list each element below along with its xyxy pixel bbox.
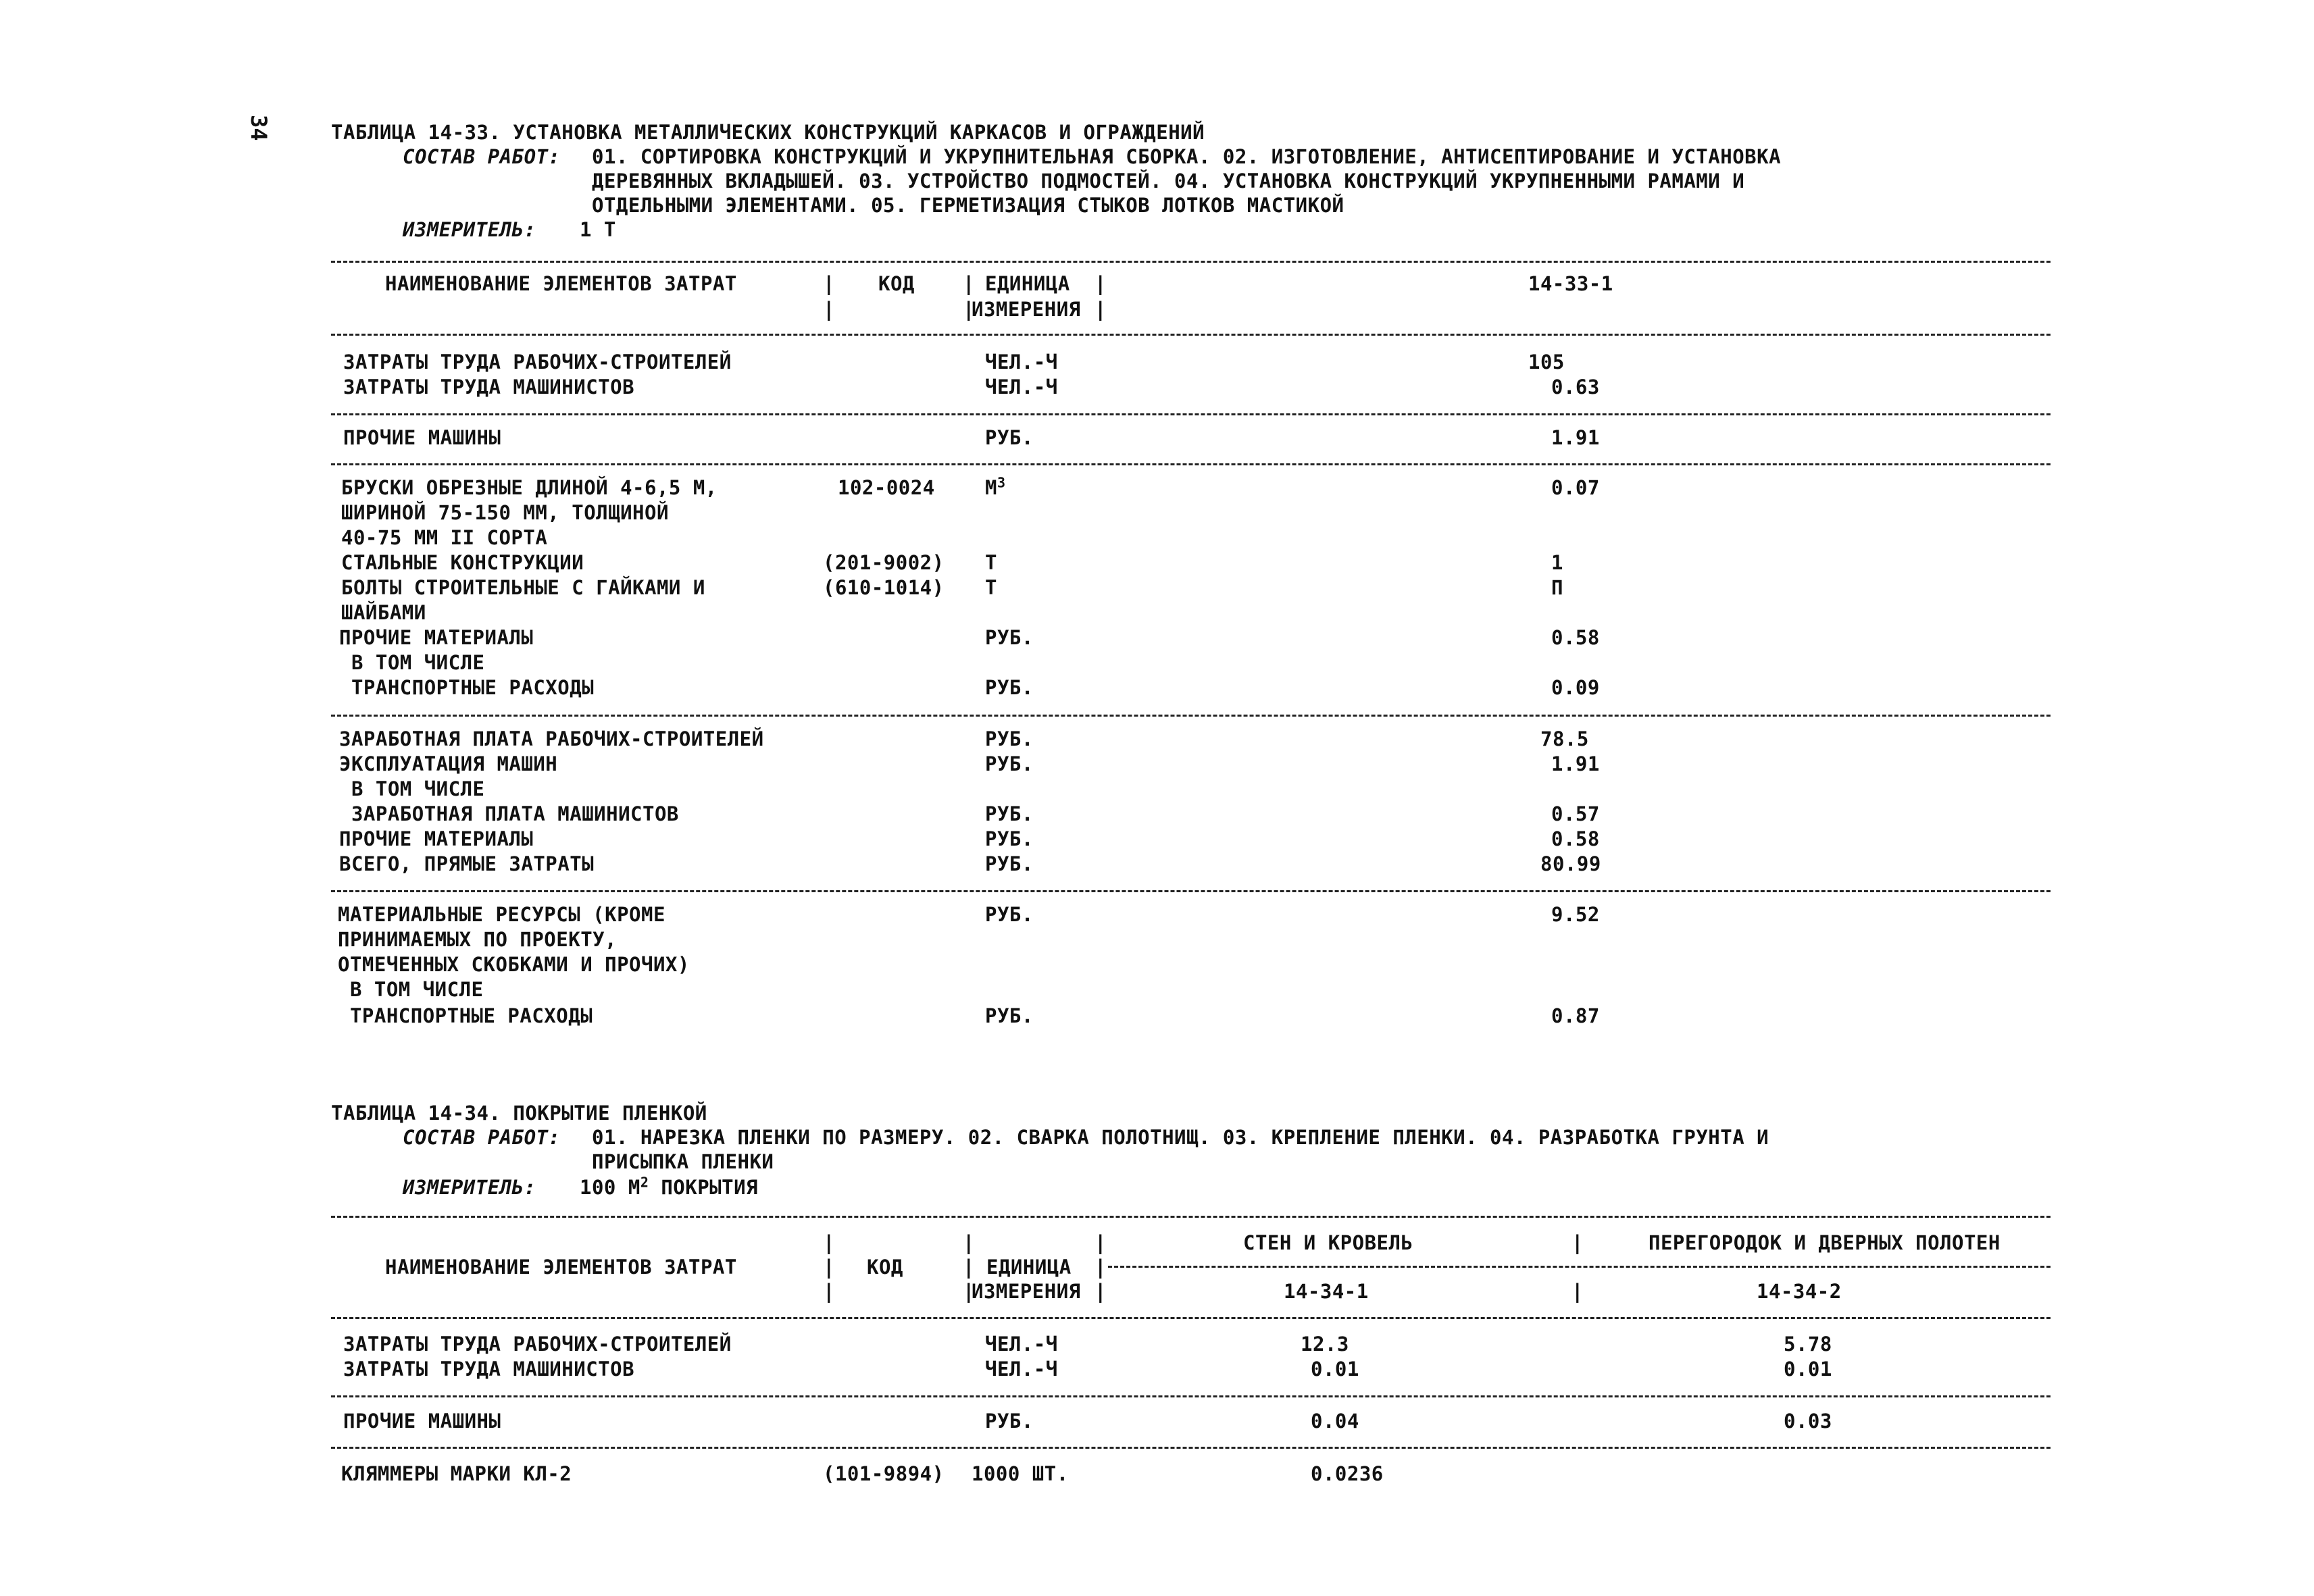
table-1-measure-value: 1 Т — [580, 218, 616, 241]
table-2-header-group-1: СТЕН И КРОВЕЛЬ — [1243, 1231, 1413, 1254]
table-row-name: ЗАРАБОТНАЯ ПЛАТА РАБОЧИХ-СТРОИТЕЛЕЙ — [339, 727, 764, 750]
table-1-composition-line-2: ДЕРЕВЯННЫХ ВКЛАДЫШЕЙ. 03. УСТРОЙСТВО ПОДМОСТЕЙ. 04. УСТАНОВКА КОНСТРУКЦИЙ УКРУПНЕННЫМИ РАМАМИ И — [592, 170, 1745, 192]
table-row-name: ЗАТРАТЫ ТРУДА РАБОЧИХ-СТРОИТЕЛЕЙ — [343, 1333, 732, 1356]
table-row-unit: Т — [985, 576, 997, 599]
table-row-value-1: 0.0236 — [1311, 1462, 1384, 1485]
table-2-header-sep: | — [963, 1231, 975, 1254]
table-row-unit: ЧЕЛ.-Ч — [985, 1358, 1058, 1381]
table-row-name: ЗАТРАТЫ ТРУДА МАШИНИСТОВ — [343, 1358, 635, 1381]
table-2-rule-subheader — [1108, 1266, 2051, 1268]
table-row-value-1: 12.3 — [1301, 1333, 1349, 1356]
table-2-header-sep: | — [1571, 1231, 1584, 1254]
table-row-value-1: 0.01 — [1311, 1358, 1359, 1381]
table-row-unit: РУБ. — [985, 827, 1034, 850]
table-row-value: 80.99 — [1540, 852, 1601, 875]
table-2-header-sep: | — [1095, 1256, 1107, 1279]
table-2-header-sep: | — [1571, 1280, 1584, 1303]
table-row-value: 78.5 — [1540, 727, 1589, 750]
table-1-rule-top — [331, 261, 2051, 263]
table-row-unit: ЧЕЛ.-Ч — [985, 376, 1058, 398]
table-2-header-sep: | — [823, 1256, 835, 1279]
table-2-header-column-1: 14-34-1 — [1284, 1280, 1369, 1303]
table-2-header-sep: | — [963, 1256, 975, 1279]
measure-exponent: 2 — [640, 1174, 649, 1191]
table-1-header-sep: | — [1095, 298, 1107, 321]
table-2-header-unit-2: ИЗМЕРЕНИЯ — [972, 1280, 1081, 1303]
table-row-code: (610-1014) — [823, 576, 945, 599]
table-row-unit: РУБ. — [985, 802, 1034, 825]
table-1-rule — [331, 890, 2051, 892]
table-row-unit: РУБ. — [985, 752, 1034, 775]
table-row-name: СТАЛЬНЫЕ КОНСТРУКЦИИ — [341, 551, 584, 574]
table-row-unit: РУБ. — [985, 426, 1034, 449]
table-row-name: В ТОМ ЧИСЛЕ — [339, 651, 485, 674]
table-2-header-sep: | — [963, 1280, 975, 1303]
table-row-value: 0.58 — [1551, 827, 1600, 850]
table-1-header-sep: | — [1095, 272, 1107, 295]
table-row-name: ЗАРАБОТНАЯ ПЛАТА МАШИНИСТОВ — [339, 802, 679, 825]
table-row-name: В ТОМ ЧИСЛЕ — [338, 978, 484, 1001]
table-2-header-sep: | — [1095, 1280, 1107, 1303]
table-row-name: ПРОЧИЕ МАТЕРИАЛЫ — [339, 626, 534, 649]
table-1-composition-line-1: 01. СОРТИРОВКА КОНСТРУКЦИЙ И УКРУПНИТЕЛЬНАЯ СБОРКА. 02. ИЗГОТОВЛЕНИЕ, АНТИСЕПТИРОВАНИЕ И УСТАНОВКА — [592, 145, 1782, 168]
table-row-value: 9.52 — [1551, 903, 1600, 926]
table-1-header-sep: | — [823, 298, 835, 321]
table-row-unit: РУБ. — [985, 676, 1034, 699]
table-row-name: ПРОЧИЕ МАШИНЫ — [343, 1410, 501, 1433]
table-2-measure-value: 100 $М^2$ ПОКРЫТИЯ — [580, 1174, 758, 1199]
table-row-value: 0.57 — [1551, 802, 1600, 825]
table-row-value: 0.07 — [1551, 476, 1600, 499]
table-1-header-unit-1: ЕДИНИЦА — [985, 272, 1070, 295]
table-1-rule-header — [331, 334, 2051, 336]
table-2-composition-line-1: 01. НАРЕЗКА ПЛЕНКИ ПО РАЗМЕРУ. 02. СВАРКА ПОЛОТНИЩ. 03. КРЕПЛЕНИЕ ПЛЕНКИ. 04. РАЗРАБОТКА ГРУНТА И — [592, 1126, 1769, 1149]
page-number: 34 — [246, 115, 272, 141]
table-row-name: ПРИНИМАЕМЫХ ПО ПРОЕКТУ, — [338, 928, 618, 951]
table-row-unit: 1000 ШТ. — [972, 1462, 1069, 1485]
table-row-name: ВСЕГО, ПРЯМЫЕ ЗАТРАТЫ — [339, 852, 595, 875]
table-2-composition-line-2: ПРИСЫПКА ПЛЕНКИ — [592, 1150, 774, 1173]
table-row-name: ЗАТРАТЫ ТРУДА МАШИНИСТОВ — [343, 376, 635, 398]
table-row-code: (201-9002) — [823, 551, 945, 574]
table-row-unit: Т — [985, 551, 997, 574]
table-1-header-code: КОД — [878, 272, 915, 295]
table-2-rule-top — [331, 1216, 2051, 1218]
table-row-name: ОТМЕЧЕННЫХ СКОБКАМИ И ПРОЧИХ) — [338, 953, 690, 976]
table-row-name: ПРОЧИЕ МАТЕРИАЛЫ — [339, 827, 534, 850]
table-row-name: ЗАТРАТЫ ТРУДА РАБОЧИХ-СТРОИТЕЛЕЙ — [343, 351, 732, 374]
table-row-unit: РУБ. — [985, 1004, 1034, 1027]
table-1-title: ТАБЛИЦА 14-33. УСТАНОВКА МЕТАЛЛИЧЕСКИХ КОНСТРУКЦИЙ КАРКАСОВ И ОГРАЖДЕНИЙ — [331, 121, 1205, 144]
table-row-value-2: 0.01 — [1784, 1358, 1832, 1381]
table-row-value: 105 — [1528, 351, 1565, 374]
table-2-composition-label: СОСТАВ РАБОТ: — [403, 1126, 561, 1149]
table-1-header-sep: | — [823, 272, 835, 295]
table-row-name: ТРАНСПОРТНЫЕ РАСХОДЫ — [339, 676, 595, 699]
table-1-composition-label: СОСТАВ РАБОТ: — [403, 145, 561, 168]
table-row-value: 0.09 — [1551, 676, 1600, 699]
table-row-value: 0.63 — [1551, 376, 1600, 398]
table-row-value: П — [1551, 576, 1563, 599]
table-1-rule — [331, 413, 2051, 415]
table-1-header-sep: | — [963, 298, 975, 321]
table-row-value: 1.91 — [1551, 752, 1600, 775]
table-row-value-2: 0.03 — [1784, 1410, 1832, 1433]
table-row-name: ТРАНСПОРТНЫЕ РАСХОДЫ — [338, 1004, 593, 1027]
table-2-header-sep: | — [823, 1231, 835, 1254]
table-row-code: 102-0024 — [838, 476, 935, 499]
table-row-name: МАТЕРИАЛЬНЫЕ РЕСУРСЫ (КРОМЕ — [338, 903, 665, 926]
table-2-header-group-2: ПЕРЕГОРОДОК И ДВЕРНЫХ ПОЛОТЕН — [1649, 1231, 2001, 1254]
table-row-unit: РУБ. — [985, 903, 1034, 926]
table-1-rule — [331, 715, 2051, 717]
table-row-name: БРУСКИ ОБРЕЗНЫЕ ДЛИНОЙ 4-6,5 М, — [341, 476, 718, 499]
table-row-name: ЭКСПЛУАТАЦИЯ МАШИН — [339, 752, 558, 775]
table-2-rule — [331, 1395, 2051, 1397]
table-2-rule — [331, 1447, 2051, 1449]
table-row-name: КЛЯММЕРЫ МАРКИ КЛ-2 — [341, 1462, 572, 1485]
table-row-name: В ТОМ ЧИСЛЕ — [339, 777, 485, 800]
table-2-header-code: КОД — [867, 1256, 903, 1279]
table-row-value: 1.91 — [1551, 426, 1600, 449]
table-row-unit: ЧЕЛ.-Ч — [985, 1333, 1058, 1356]
table-row-name: БОЛТЫ СТРОИТЕЛЬНЫЕ С ГАЙКАМИ И — [341, 576, 705, 599]
table-row-value: 0.58 — [1551, 626, 1600, 649]
table-row-unit: РУБ. — [985, 1410, 1034, 1433]
table-2-header-unit-1: ЕДИНИЦА — [986, 1256, 1072, 1279]
table-2-title: ТАБЛИЦА 14-34. ПОКРЫТИЕ ПЛЕНКОЙ — [331, 1102, 707, 1125]
table-1-header-unit-2: ИЗМЕРЕНИЯ — [972, 298, 1081, 321]
table-row-name: ШИРИНОЙ 75-150 ММ, ТОЛЩИНОЙ — [341, 501, 669, 524]
table-2-measure-label: ИЗМЕРИТЕЛЬ: — [403, 1176, 536, 1199]
table-row-unit: $М^3$ — [985, 474, 1006, 499]
table-1-measure-label: ИЗМЕРИТЕЛЬ: — [403, 218, 536, 241]
table-row-unit: РУБ. — [985, 852, 1034, 875]
table-row-name: ШАЙБАМИ — [341, 601, 426, 624]
table-row-unit: ЧЕЛ.-Ч — [985, 351, 1058, 374]
table-2-header-sep: | — [1095, 1231, 1107, 1254]
table-2-header-sep: | — [823, 1280, 835, 1303]
table-1-header-column: 14-33-1 — [1528, 272, 1613, 295]
table-row-name: ПРОЧИЕ МАШИНЫ — [343, 426, 501, 449]
table-1-header-name: НАИМЕНОВАНИЕ ЭЛЕМЕНТОВ ЗАТРАТ — [385, 272, 737, 295]
table-row-value: 1 — [1551, 551, 1563, 574]
unit-exponent: 3 — [997, 474, 1006, 491]
table-row-value-1: 0.04 — [1311, 1410, 1359, 1433]
table-2-header-column-2: 14-34-2 — [1757, 1280, 1842, 1303]
table-row-unit: РУБ. — [985, 626, 1034, 649]
table-1-composition-line-3: ОТДЕЛЬНЫМИ ЭЛЕМЕНТАМИ. 05. ГЕРМЕТИЗАЦИЯ СТЫКОВ ЛОТКОВ МАСТИКОЙ — [592, 194, 1344, 217]
table-row-code: (101-9894) — [823, 1462, 945, 1485]
table-2-header-name: НАИМЕНОВАНИЕ ЭЛЕМЕНТОВ ЗАТРАТ — [385, 1256, 737, 1279]
table-2-rule-header — [331, 1317, 2051, 1319]
table-1-header-sep: | — [963, 272, 975, 295]
table-row-value-2: 5.78 — [1784, 1333, 1832, 1356]
table-row-value: 0.87 — [1551, 1004, 1600, 1027]
table-row-name: 40-75 ММ II СОРТА — [341, 526, 548, 549]
table-row-unit: РУБ. — [985, 727, 1034, 750]
table-1-rule — [331, 463, 2051, 465]
